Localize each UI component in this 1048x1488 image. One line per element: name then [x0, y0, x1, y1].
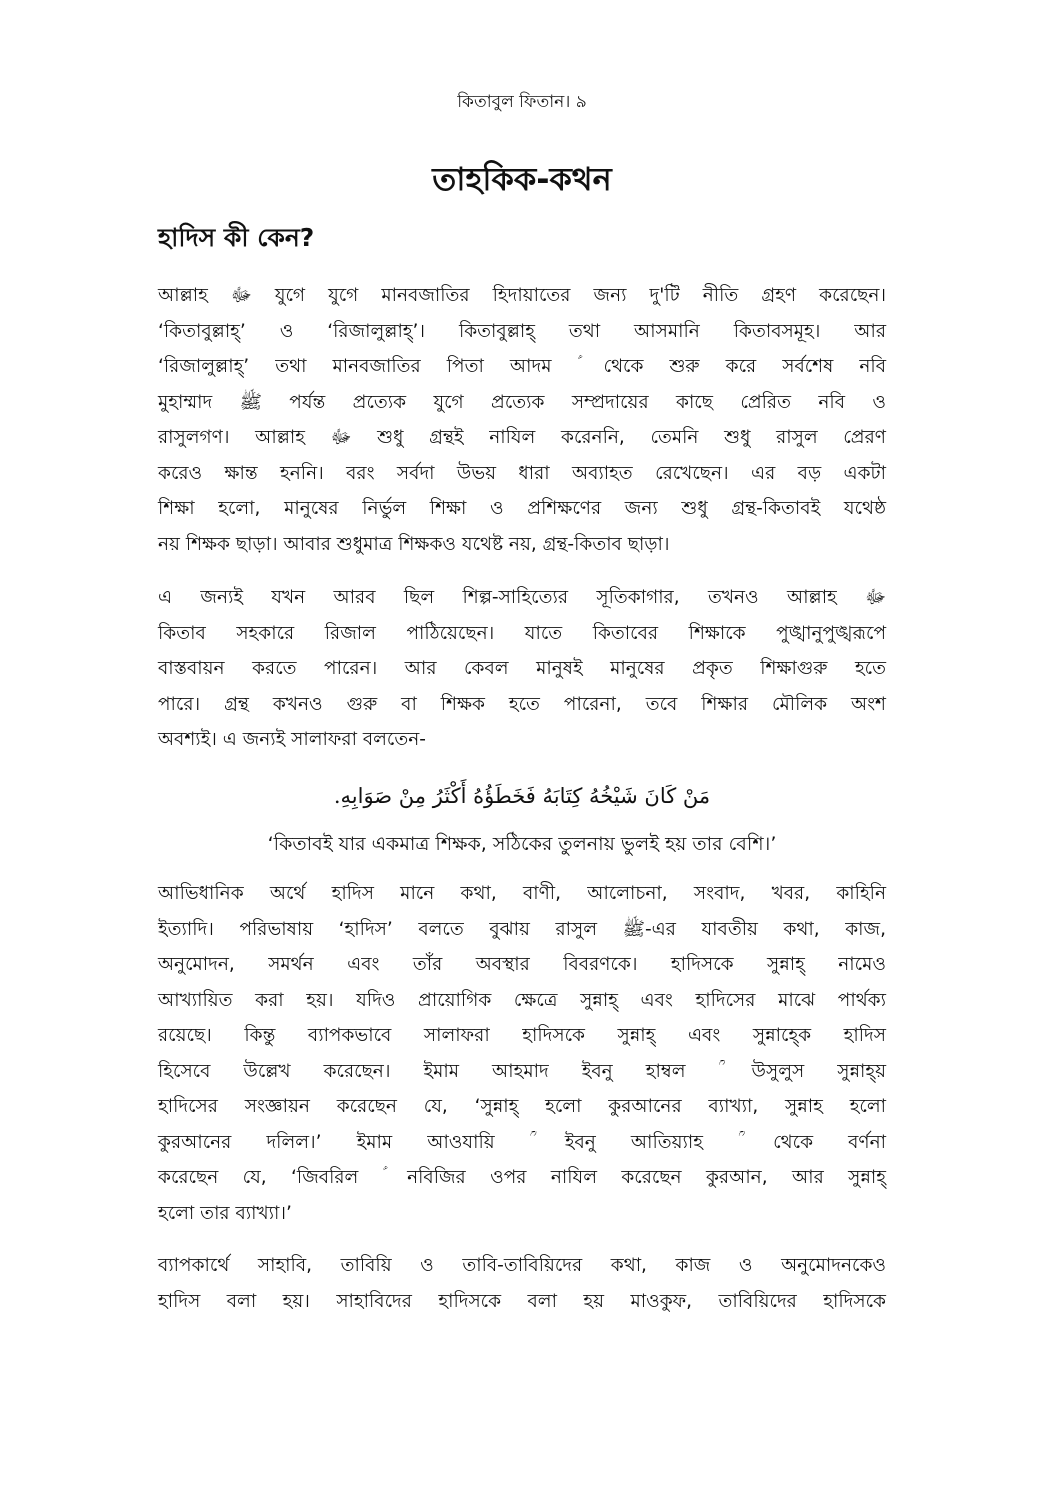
chapter-title: তাহকিক-কথন	[432, 160, 612, 198]
text-line: রয়েছে। কিন্তু ব্যাপকভাবে সালাফরা হাদিসকে সুন্নাহ্ এবং সুন্নাহ্কে হাদিস	[158, 1025, 886, 1046]
quote-translation: ‘কিতাবই যার একমাত্র শিক্ষক, সঠিকের তুলনায় ভুলই হয় তার বেশি।’	[267, 833, 777, 855]
text-line: আল্লাহ ﷻ যুগে যুগে মানবজাতির হিদায়াতের জন্য দু'টি নীতি গ্রহণ করেছেন।	[158, 285, 886, 306]
text-line: হিসেবে উল্লেখ করেছেন। ইমাম আহমাদ ইবনু হাম্বল ؒ উসুলুস সুন্নাহ্য়	[158, 1060, 886, 1082]
text-line: হলো তার ব্যাখ্যা।’	[158, 1202, 292, 1224]
text-line: করেছেন যে, ‘জিবরিল ؑ নবিজির ওপর নাযিল করেছেন কুরআন, আর সুন্নাহ্	[158, 1167, 886, 1188]
text-line: নয় শিক্ষক ছাড়া। আবার শুধুমাত্র শিক্ষকও যথেষ্ট নয়, গ্রন্থ-কিতাব ছাড়া।	[158, 533, 670, 555]
text-line: করেও ক্ষান্ত হননি। বরং সর্বদা উভয় ধারা অব্যাহত রেখেছেন। এর বড় একটা	[158, 462, 886, 484]
paragraph-1	[158, 278, 886, 562]
text-line: বাস্তবায়ন করতে পারেন। আর কেবল মানুষই মানুষের প্রকৃত শিক্ষাগুরু হতে	[158, 658, 886, 679]
text-line: কিতাব সহকারে রিজাল পাঠিয়েছেন। যাতে কিতাবের শিক্ষাকে পুঙ্খানুপুঙ্খরূপে	[158, 622, 886, 644]
arabic-quote: مَنْ كَانَ شَيْخُهُ كِتَابَهُ فَخَطَؤُهُ أَكْثَرُ مِنْ صَوَابِهِ.	[333, 784, 711, 808]
text-line: পারে। গ্রন্থ কখনও গুরু বা শিক্ষক হতে পারেনা, তবে শিক্ষার মৌলিক অংশ	[158, 693, 886, 715]
text-line: ইত্যাদি। পরিভাষায় ‘হাদিস’ বলতে বুঝায় রাসুল ﷺ-এর যাবতীয় কথা, কাজ,	[158, 918, 886, 940]
text-line: আভিধানিক অর্থে হাদিস মানে কথা, বাণী, আলোচনা, সংবাদ, খবর, কাহিনি	[158, 883, 886, 904]
text-line: শিক্ষা হলো, মানুষের নির্ভুল শিক্ষা ও প্রশিক্ষণের জন্য শুধু গ্রন্থ-কিতাবই যথেষ্ঠ	[158, 498, 886, 519]
text-line: আখ্যায়িত করা হয়। যদিও প্রায়োগিক ক্ষেত্রে সুন্নাহ্ এবং হাদিসের মাঝে পার্থক্য	[158, 989, 886, 1011]
text-line: রাসুলগণ। আল্লাহ ﷻ শুধু গ্রন্থই নাযিল করেননি, তেমনি শুধু রাসুল প্রেরণ	[158, 427, 886, 448]
paragraph-2	[158, 580, 886, 758]
text-line: কুরআনের দলিল।’ ইমাম আওযায়ি ؒ ইবনু আতিয়্যাহ ؒ থেকে বর্ণনা	[158, 1131, 886, 1153]
text-line: ‘কিতাবুল্লাহ্’ ও ‘রিজালুল্লাহ্’। কিতাবুল্লাহ্ তথা আসমানি কিতাবসমূহ। আর	[158, 320, 886, 342]
text-line: ব্যাপকার্থে সাহাবি, তাবিয়ি ও তাবি-তাবিয়িদের কথা, কাজ ও অনুমোদনকেও	[158, 1255, 886, 1276]
section-heading: হাদিস কী কেন?	[158, 223, 315, 252]
text-line: মুহাম্মাদ ﷺ পর্যন্ত প্রত্যেক যুগে প্রত্যেক সম্প্রদায়ের কাছে প্রেরিত নবি ও	[158, 391, 886, 413]
text-line: হাদিসের সংজ্ঞায়ন করেছেন যে, ‘সুন্নাহ্ হলো কুরআনের ব্যাখ্যা, সুন্নাহ হলো	[158, 1096, 886, 1117]
text-line: হাদিস বলা হয়। সাহাবিদের হাদিসকে বলা হয় মাওকুফ, তাবিয়িদের হাদিসকে	[158, 1290, 886, 1312]
paragraph-3	[158, 876, 886, 1231]
running-header: কিতাবুল ফিতান। ৯	[457, 92, 587, 112]
text-line: ‘রিজালুল্লাহ্’ তথা মানবজাতির পিতা আদম ؑ থেকে শুরু করে সর্বশেষ নবি	[158, 356, 886, 377]
text-line: অবশ্যই। এ জন্যই সালাফরা বলতেন-	[158, 729, 426, 750]
text-line: অনুমোদন, সমর্থন এবং তাঁর অবস্থার বিবরণকে। হাদিসকে সুন্নাহ্ নামেও	[158, 954, 886, 975]
paragraph-4	[158, 1248, 886, 1319]
text-line: এ জন্যই যখন আরব ছিল শিল্প-সাহিত্যের সূতিকাগার, তখনও আল্লাহ ﷻ	[158, 587, 886, 608]
